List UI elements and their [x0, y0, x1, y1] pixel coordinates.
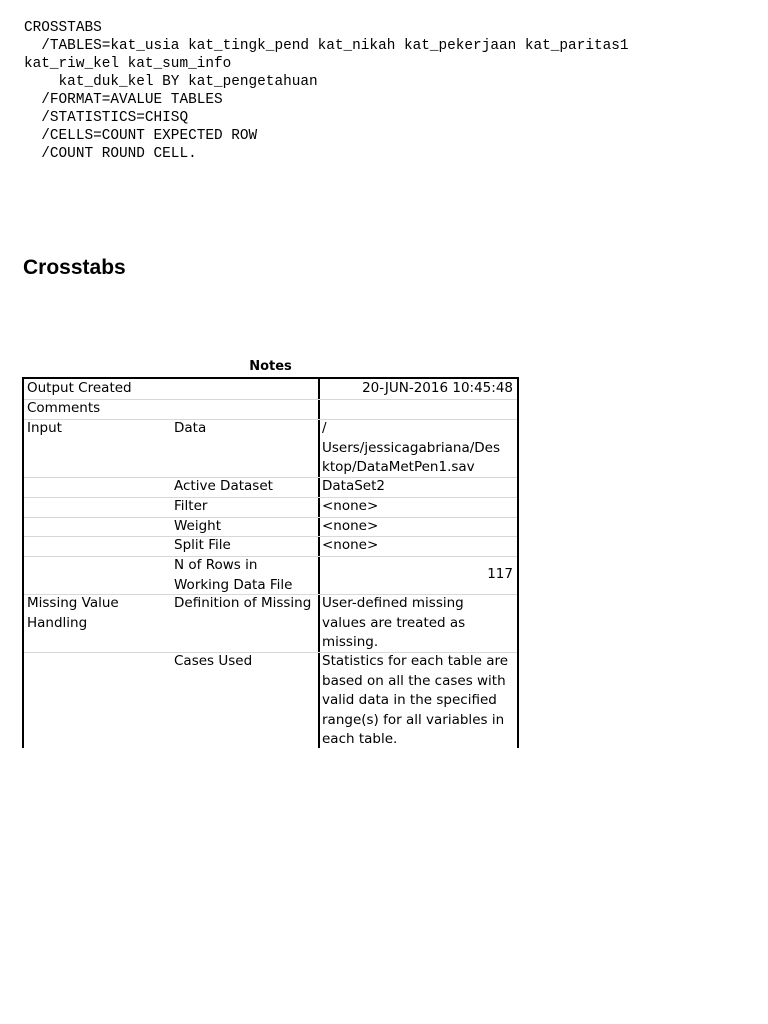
row-value: <none> — [322, 518, 379, 534]
section-label — [27, 594, 171, 633]
row-value: <none> — [322, 498, 379, 514]
value-line: User-defined missing — [322, 595, 464, 611]
table-row-weight — [24, 517, 517, 537]
syntax-line: /CELLS=COUNT EXPECTED ROW — [24, 128, 258, 144]
table-row-split-file — [24, 536, 517, 557]
value-line: values are treated as — [322, 614, 466, 631]
value-line: valid data in the specified — [322, 692, 497, 708]
row-value: <none> — [322, 537, 379, 553]
value-line: / — [322, 420, 327, 436]
row-label: Output Created — [27, 380, 132, 396]
table-row-active-dataset — [24, 477, 517, 498]
notes-table — [22, 377, 519, 748]
notes-table-caption: Notes — [249, 359, 292, 374]
row-label — [174, 556, 316, 595]
table-row-filter — [24, 497, 517, 518]
value-line: missing. — [322, 634, 379, 650]
label-line: Handling — [27, 614, 88, 631]
value-line: Users/jessicagabriana/Des — [322, 439, 501, 456]
section-heading: Crosstabs — [23, 256, 126, 279]
row-value: 20-JUN-2016 10:45:48 — [362, 380, 513, 396]
value-line: each table. — [322, 731, 398, 747]
label-line: N of Rows in — [174, 557, 258, 573]
table-row-missing-definition — [24, 594, 517, 653]
label-line: Missing Value — [27, 595, 119, 611]
row-value: DataSet2 — [322, 478, 385, 494]
section-label: Input — [27, 420, 62, 436]
table-row-input-data — [24, 419, 517, 478]
table-row-output-created — [24, 379, 517, 400]
syntax-line: /COUNT ROUND CELL. — [24, 146, 197, 162]
row-label: Filter — [174, 498, 208, 514]
row-value — [322, 419, 511, 478]
syntax-line: /STATISTICS=CHISQ — [24, 110, 189, 126]
row-value: 117 — [487, 566, 513, 582]
syntax-line: CROSSTABS — [24, 20, 102, 36]
syntax-line: /TABLES=kat_usia kat_tingk_pend kat_nikah kat_pekerjaan kat_paritas1 — [24, 38, 629, 54]
row-label: Split File — [174, 537, 231, 553]
syntax-line: /FORMAT=AVALUE TABLES — [24, 92, 223, 108]
value-line: Statistics for each table are — [322, 653, 509, 669]
row-label: Data — [174, 420, 207, 436]
syntax-line: kat_riw_kel kat_sum_info — [24, 56, 232, 72]
row-label: Comments — [27, 400, 101, 416]
row-label: Cases Used — [174, 653, 253, 669]
row-value — [322, 652, 511, 748]
table-row-comments — [24, 399, 517, 420]
table-row-cases-used — [24, 652, 517, 748]
row-value — [322, 594, 511, 653]
crosstabs-syntax — [24, 19, 629, 163]
row-label: Weight — [174, 518, 222, 534]
label-line: Working Data File — [174, 576, 293, 593]
row-label: Definition of Missing — [174, 595, 312, 611]
row-label: Active Dataset — [174, 478, 273, 494]
value-line: based on all the cases with — [322, 672, 506, 689]
value-line: range(s) for all variables in — [322, 711, 505, 728]
value-line: ktop/DataMetPen1.sav — [322, 459, 475, 475]
table-row-n-rows — [24, 556, 517, 595]
syntax-line: kat_duk_kel BY kat_pengetahuan — [24, 74, 318, 90]
